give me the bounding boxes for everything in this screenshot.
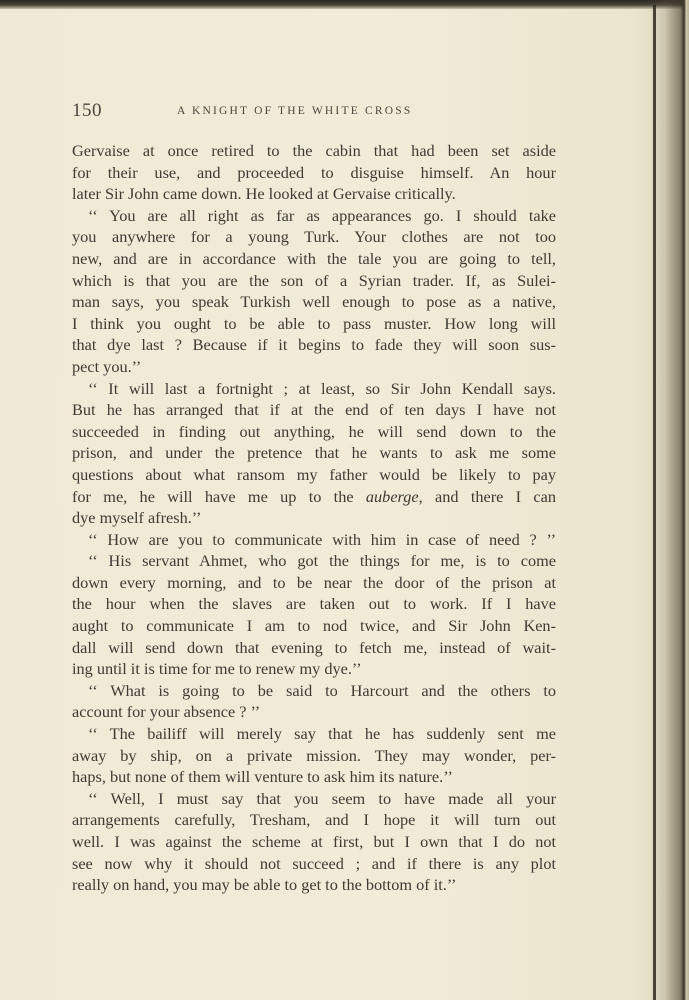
text-segment: for me, he will have me up to the [72, 486, 366, 506]
adjacent-page-edge [653, 5, 656, 1000]
text-line [72, 205, 556, 227]
text-line [72, 334, 556, 356]
text-segment: really on hand, you may be able to get to the bottom of it.’’ [72, 875, 457, 895]
text-line [72, 745, 556, 767]
text-segment: new, and are in accordance with the tale you are going to tell, [72, 248, 556, 268]
text-segment: man says, you speak Turkish well enough to pose as a native, [72, 292, 556, 312]
text-line [72, 788, 556, 810]
text-segment: questions about what ransom my father would be likely to pay [72, 464, 556, 484]
text-segment: prison, and under the pretence that he wants to ask me some [72, 443, 556, 463]
text-line [72, 226, 556, 248]
text-line [72, 162, 556, 184]
text-line [72, 766, 556, 788]
text-line [72, 356, 556, 378]
text-segment: pect you.’’ [72, 356, 142, 376]
page-number: 150 [72, 100, 102, 121]
text-line [72, 637, 556, 659]
text-segment: haps, but none of them will venture to ask him its nature.’’ [72, 767, 453, 787]
page-top-edge [0, 0, 689, 9]
text-line [72, 809, 556, 831]
text-line [72, 421, 556, 443]
text-segment: ing until it is time for me to renew my dye.’’ [72, 659, 362, 679]
text-segment: , and there I can [418, 486, 557, 506]
text-segment: Gervaise at once retired to the cabin that had been set aside [72, 141, 556, 160]
text-segment: dye myself afresh.’’ [72, 508, 202, 528]
text-segment: away by ship, on a private mission. They may wonder, per- [72, 745, 556, 765]
running-header [72, 100, 562, 126]
text-segment: account for your absence ? ’’ [72, 702, 261, 722]
text-segment: ‘‘ The bailiff will merely say that he has suddenly sent me [88, 724, 556, 744]
text-line [72, 723, 556, 745]
text-segment: that dye last ? Because if it begins to fade they will soon sus- [72, 335, 556, 355]
text-segment: ‘‘ What is going to be said to Harcourt and the others to [88, 680, 556, 700]
text-line [72, 248, 556, 270]
text-segment: ‘‘ It will last a fortnight ; at least, so Sir John Kendall says. [88, 378, 556, 398]
text-line [72, 874, 556, 896]
text-segment: you anywhere for a young Turk. Your clothes are not too [72, 227, 556, 247]
text-line [72, 399, 556, 421]
text-line [72, 140, 556, 162]
text-line [72, 529, 556, 551]
text-line [72, 183, 556, 205]
text-segment: But he has arranged that if at the end of ten days I have not [72, 400, 556, 420]
text-segment: down every morning, and to be near the door of the prison at [72, 572, 556, 592]
text-line [72, 831, 556, 853]
text-line [72, 270, 556, 292]
italic-text-segment: auberge [365, 486, 419, 506]
text-segment: well. I was against the scheme at first, but I own that I do not [72, 832, 556, 851]
running-title: A KNIGHT OF THE WHITE CROSS [177, 105, 413, 117]
text-line [72, 615, 556, 637]
text-segment: ‘‘ Well, I must say that you seem to have made all your [88, 788, 556, 808]
text-line [72, 680, 556, 702]
text-segment: the hour when the slaves are taken out to work. If I have [72, 594, 556, 614]
text-segment: I think you ought to be able to pass muster. How long will [72, 313, 556, 333]
text-line [72, 658, 556, 680]
body-text [72, 140, 556, 896]
text-segment: succeeded in finding out anything, he will send down to the [72, 421, 556, 441]
text-segment: ‘‘ His servant Ahmet, who got the things for me, is to come [88, 551, 556, 571]
text-line [72, 313, 556, 335]
text-line [72, 507, 556, 529]
text-line [72, 572, 556, 594]
text-line [72, 464, 556, 486]
text-segment: for their use, and proceeded to disguise himself. An hour [72, 162, 556, 182]
text-segment: arrangements carefully, Tresham, and I hope it will turn out [72, 810, 556, 830]
text-segment: see now why it should not succeed ; and if there is any plot [72, 853, 556, 873]
text-segment: ‘‘ How are you to communicate with him in case of need ? ’’ [88, 529, 556, 549]
text-segment: ‘‘ You are all right as far as appearances go. I should take [88, 205, 556, 225]
text-line [72, 853, 556, 875]
text-line [72, 593, 556, 615]
text-segment: dall will send down that evening to fetch me, instead of wait- [72, 637, 556, 657]
text-line [72, 291, 556, 313]
text-line [72, 701, 556, 723]
text-line [72, 442, 556, 464]
text-segment: later Sir John came down. He looked at Gervaise critically. [72, 184, 456, 204]
text-line [72, 378, 556, 400]
text-line [72, 486, 556, 508]
text-line [72, 550, 556, 572]
text-segment: aught to communicate I am to nod twice, and Sir John Ken- [72, 616, 556, 636]
text-segment: which is that you are the son of a Syrian trader. If, as Sulei- [72, 270, 556, 290]
